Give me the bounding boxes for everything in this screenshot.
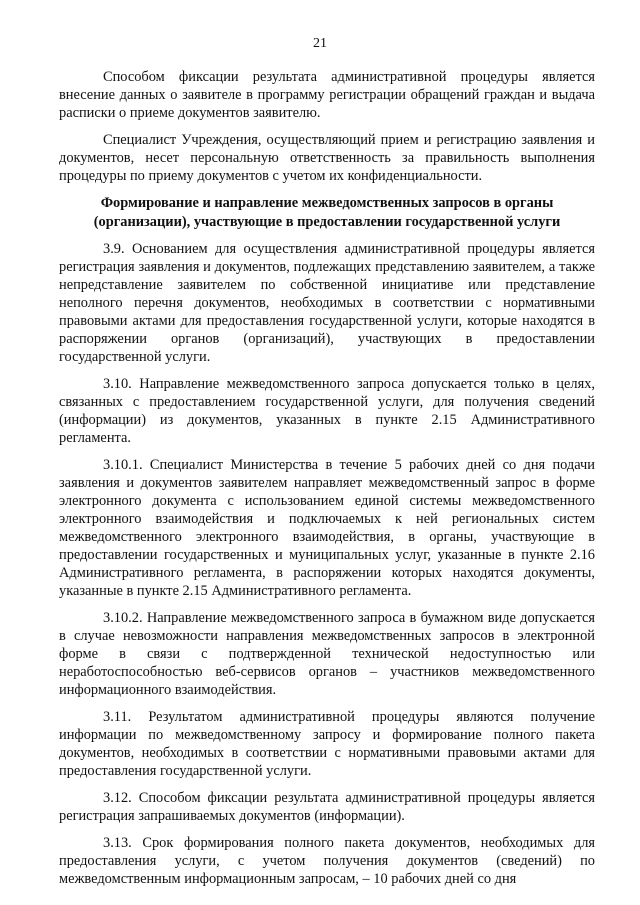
- paragraph-specialist-responsibility: Специалист Учреждения, осуществляющий прием и регистрацию заявления и документов, несет персональную ответственность за правильность выполнения процедуры по приему документов с учетом их конфиденциальности.: [59, 132, 595, 184]
- page-number: 21: [313, 36, 327, 51]
- paragraph-3-11: 3.11. Результатом административной процедуры являются получение информации по межведомственному запросу и формирование полного пакета документов, необходимых в соответствии с нормативными правовыми актами для предоставления государственной услуги.: [59, 709, 595, 779]
- paragraph-3-10-1: 3.10.1. Специалист Министерства в течение 5 рабочих дней со дня подачи заявления и документов заявителем направляет межведомственный запрос в форме электронного документа с использованием единой системы межведомственного электронного взаимодействия и подключаемых к ней региональных систем межведомственного электронного взаимодействия, в органы, участвующие в предоставлении государственных и муниципальных услуг, указанные в пункте 2.16 Административного регламента, в распоряжении которых находятся документы, указанные в пункте 2.15 Административного регламента.: [59, 457, 595, 599]
- paragraph-3-10-2: 3.10.2. Направление межведомственного запроса в бумажном виде допускается в случае невозможности направления межведомственных запросов в электронной форме в связи с подтвержденной технической недоступностью или неработоспособностью веб-сервисов органов – участников межведомственного информационного взаимодействия.: [59, 610, 595, 698]
- section-heading-line-1: Формирование и направление межведомственных запросов в органы: [100, 195, 554, 211]
- paragraph-fixation-method: Способом фиксации результата административной процедуры является внесение данных о заявителе в программу регистрации обращений граждан и выдача расписки о приеме документов заявителю.: [59, 69, 595, 121]
- paragraph-3-13: 3.13. Срок формирования полного пакета документов, необходимых для предоставления услуги, с учетом получения документов (сведений) по межведомственным информационным запросам, – 10 рабочих дней со дня: [59, 835, 595, 887]
- paragraph-3-12: 3.12. Способом фиксации результата административной процедуры является регистрация запрашиваемых документов (информации).: [59, 790, 595, 824]
- paragraph-3-9: 3.9. Основанием для осуществления административной процедуры является регистрация заявления и документов, подлежащих представлению заявителем, а также непредставление заявителем по собственной инициативе или представление неполного перечня документов, необходимых в соответствии с нормативными правовыми актами для предоставления государственной услуги, которые находятся в распоряжении органов (организаций), участвующих в предоставлении государственной услуги.: [59, 241, 595, 365]
- section-heading: [59, 194, 595, 232]
- paragraph-3-10: 3.10. Направление межведомственного запроса допускается только в целях, связанных с предоставлением государственной услуги, для получения сведений (информации) из документов, указанных в пункте 2.15 Административного регламента.: [59, 376, 595, 446]
- section-heading-line-2: (организации), участвующие в предоставлении государственной услуги: [93, 214, 561, 230]
- document-body: [59, 68, 595, 897]
